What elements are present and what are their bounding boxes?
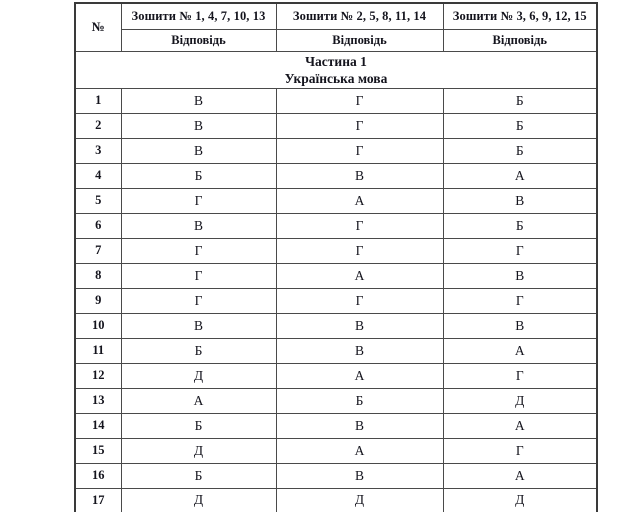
answer-cell: Г xyxy=(443,288,597,313)
question-number: 2 xyxy=(75,113,121,138)
answer-cell: В xyxy=(276,313,443,338)
table-row xyxy=(75,138,597,163)
answer-cell: В xyxy=(276,163,443,188)
section-title-line1: Частина 1 xyxy=(305,53,367,69)
answer-cell: Г xyxy=(121,263,276,288)
table-row xyxy=(75,338,597,363)
question-number: 8 xyxy=(75,263,121,288)
answer-cell: Д xyxy=(121,438,276,463)
question-number: 1 xyxy=(75,88,121,113)
answer-cell: Д xyxy=(443,488,597,512)
question-number: 16 xyxy=(75,463,121,488)
question-number: 17 xyxy=(75,488,121,512)
answer-cell: Б xyxy=(121,413,276,438)
answer-cell: Б xyxy=(443,88,597,113)
header-row-groups xyxy=(75,3,597,29)
answer-cell: В xyxy=(121,213,276,238)
question-number: 7 xyxy=(75,238,121,263)
question-number: 5 xyxy=(75,188,121,213)
table-row xyxy=(75,363,597,388)
table-row xyxy=(75,413,597,438)
answer-cell: В xyxy=(276,338,443,363)
column-header-booklets-1: Зошити № 1, 4, 7, 10, 13 xyxy=(121,3,276,29)
answer-cell: Б xyxy=(276,388,443,413)
answer-cell: Б xyxy=(121,463,276,488)
table-row xyxy=(75,163,597,188)
answer-cell: А xyxy=(121,388,276,413)
answer-cell: Д xyxy=(121,488,276,512)
answer-cell: Г xyxy=(276,238,443,263)
answer-cell: Г xyxy=(276,113,443,138)
question-number: 9 xyxy=(75,288,121,313)
column-header-booklets-2: Зошити № 2, 5, 8, 11, 14 xyxy=(276,3,443,29)
answer-cell: Б xyxy=(443,138,597,163)
answer-cell: Б xyxy=(443,213,597,238)
answer-cell: Г xyxy=(443,438,597,463)
answer-cell: Г xyxy=(276,213,443,238)
question-number: 12 xyxy=(75,363,121,388)
answer-cell: Г xyxy=(443,363,597,388)
table-row xyxy=(75,463,597,488)
question-number: 14 xyxy=(75,413,121,438)
answer-cell: А xyxy=(443,463,597,488)
answer-cell: А xyxy=(443,338,597,363)
answer-cell: В xyxy=(121,313,276,338)
table-row xyxy=(75,288,597,313)
answer-cell: В xyxy=(121,138,276,163)
table-row xyxy=(75,213,597,238)
table-row xyxy=(75,438,597,463)
answer-cell: Д xyxy=(443,388,597,413)
answer-cell: А xyxy=(276,363,443,388)
answer-cell: А xyxy=(276,263,443,288)
answer-cell: В xyxy=(121,88,276,113)
answer-cell: А xyxy=(276,438,443,463)
answer-cell: Г xyxy=(276,288,443,313)
table-row xyxy=(75,313,597,338)
header-row-answers xyxy=(75,29,597,51)
answer-cell: Г xyxy=(121,288,276,313)
table-row xyxy=(75,388,597,413)
answer-cell: В xyxy=(443,188,597,213)
answer-cell: А xyxy=(443,413,597,438)
answer-cell: Г xyxy=(121,238,276,263)
answer-cell: Б xyxy=(443,113,597,138)
table-row xyxy=(75,488,597,512)
column-subheader-answer-1: Відповідь xyxy=(121,29,276,51)
column-subheader-answer-3: Відповідь xyxy=(443,29,597,51)
answer-cell: А xyxy=(443,163,597,188)
answer-cell: Д xyxy=(276,488,443,512)
table-body xyxy=(75,51,597,512)
answer-cell: А xyxy=(276,188,443,213)
answer-cell: В xyxy=(276,413,443,438)
answer-key-table xyxy=(74,2,598,512)
answer-cell: Г xyxy=(443,238,597,263)
section-title-line2: Українська мова xyxy=(284,70,388,86)
table-row xyxy=(75,263,597,288)
answer-cell: Г xyxy=(276,88,443,113)
question-number: 13 xyxy=(75,388,121,413)
table-row xyxy=(75,188,597,213)
column-header-booklets-3: Зошити № 3, 6, 9, 12, 15 xyxy=(443,3,597,29)
table-row xyxy=(75,238,597,263)
answer-cell: В xyxy=(443,263,597,288)
table-row xyxy=(75,88,597,113)
question-number: 10 xyxy=(75,313,121,338)
answer-cell: В xyxy=(121,113,276,138)
section-header-row xyxy=(75,51,597,88)
answer-cell: В xyxy=(443,313,597,338)
answer-cell: Д xyxy=(121,363,276,388)
answer-cell: Б xyxy=(121,163,276,188)
section-title xyxy=(75,51,597,88)
answer-cell: В xyxy=(276,463,443,488)
question-number: 4 xyxy=(75,163,121,188)
column-header-number: № xyxy=(75,3,121,51)
answer-cell: Г xyxy=(276,138,443,163)
question-number: 3 xyxy=(75,138,121,163)
question-number: 6 xyxy=(75,213,121,238)
question-number: 11 xyxy=(75,338,121,363)
table-row xyxy=(75,113,597,138)
question-number: 15 xyxy=(75,438,121,463)
answer-cell: Г xyxy=(121,188,276,213)
answer-cell: Б xyxy=(121,338,276,363)
column-subheader-answer-2: Відповідь xyxy=(276,29,443,51)
